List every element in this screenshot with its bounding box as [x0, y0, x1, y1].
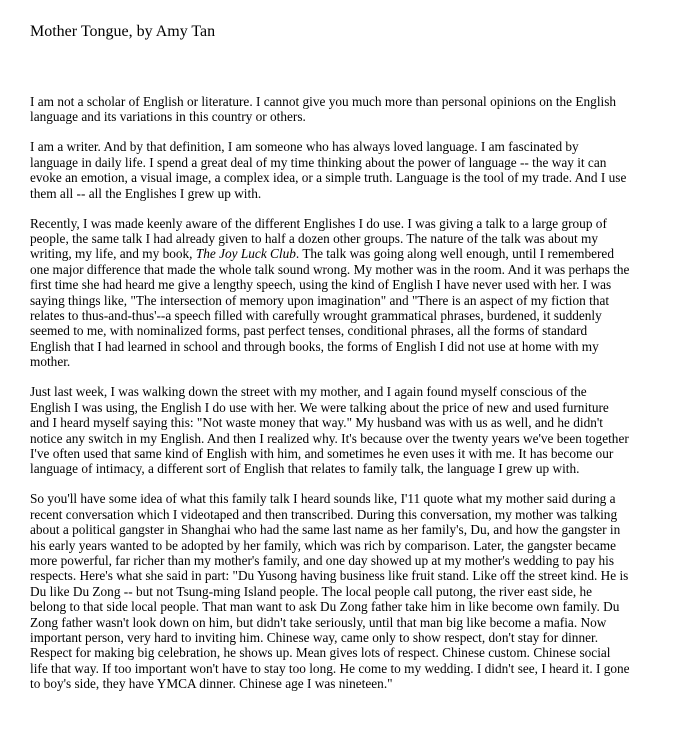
paragraph-3	[30, 216, 630, 370]
paragraph-4: Just last week, I was walking down the street with my mother, and I again found myself conscious of the English I was using, the English I do use with her. We were talking about the price of new and used furniture and I heard myself saying this: "Not waste money that way." My husband was with us as well, and he didn't notice any switch in my English. And then I realized why. It's because over the twenty years we've been together I've often used that same kind of English with him, and sometimes he even uses it with me. It has become our language of intimacy, a different sort of English that relates to family talk, the language I grew up with.	[30, 384, 629, 477]
paragraph-3-text-start: Recently, I was made keenly aware of the different Englishes I do use. I was giving a talk to a large group of people, the same talk I had already given to half a dozen other groups. The nature of the talk was about my writing, my life, and my book,	[30, 215, 607, 262]
paragraph-5: So you'll have some idea of what this family talk I heard sounds like, I'11 quote what my mother said during a recent conversation which I videotaped and then transcribed. During this conversation, my mother was talking about a political gangster in Shanghai who had the same last name as her family's, Du, and how the gangster in his early years wanted to be adopted by her family, which was rich by comparison. Later, the gangster became more powerful, far richer than my mother's family, and one day showed up at my mother's wedding to pay his respects. Here's what she said in part: "Du Yusong having business like fruit stand. Like off the street kind. He is Du like Du Zong -- but not Tsung-ming Island people. The local people call putong, the river east side, he belong to that side local people. That man want to ask Du Zong father take him in like become own family. Du Zong father wasn't look down on him, but didn't take seriously, until that man big like become a mafia. Now important person, very hard to inviting him. Chinese way, came only to show respect, don't stay for dinner. Respect for making big celebration, he shows up. Mean gives lots of respect. Chinese custom. Chinese social life that way. If too important won't have to stay too long. He come to my wedding. I didn't see, I heard it. I gone to boy's side, they have YMCA dinner. Chinese age I was nineteen."	[30, 491, 630, 692]
paragraph-1: I am not a scholar of English or literature. I cannot give you much more than personal opinions on the English language and its variations in this country or others.	[30, 94, 617, 125]
paragraph-2: I am a writer. And by that definition, I am someone who has always loved language. I am fascinated by language in daily life. I spend a great deal of my time thinking about the power of language -- the way it can evoke an emotion, a visual image, a complex idea, or a simple truth. Language is the tool of my trade. And I use them all -- all the Englishes I grew up with.	[30, 139, 627, 201]
book-title: The Joy Luck Club	[195, 246, 296, 262]
essay-page	[30, 20, 630, 706]
essay-body	[30, 94, 630, 692]
page-title: Mother Tongue, by Amy Tan	[30, 23, 216, 40]
paragraph-3-text-end: . The talk was going along well enough, until I remembered one major difference that made the whole talk sound wrong. My mother was in the room. And it was perhaps the first time she had heard me give a lengthy speech, using the kind of English I have never used with her. I was saying things like, "The intersection of memory upon imagination" and "There is an aspect of my fiction that relates to thus-and-thus'--a speech filled with carefully wrought grammatical phrases, burdened, it suddenly seemed to me, with nominalized forms, past perfect tenses, conditional phrases, all the forms of standard English that I had learned in school and through books, the forms of English I did not use at home with my mother.	[30, 246, 630, 370]
